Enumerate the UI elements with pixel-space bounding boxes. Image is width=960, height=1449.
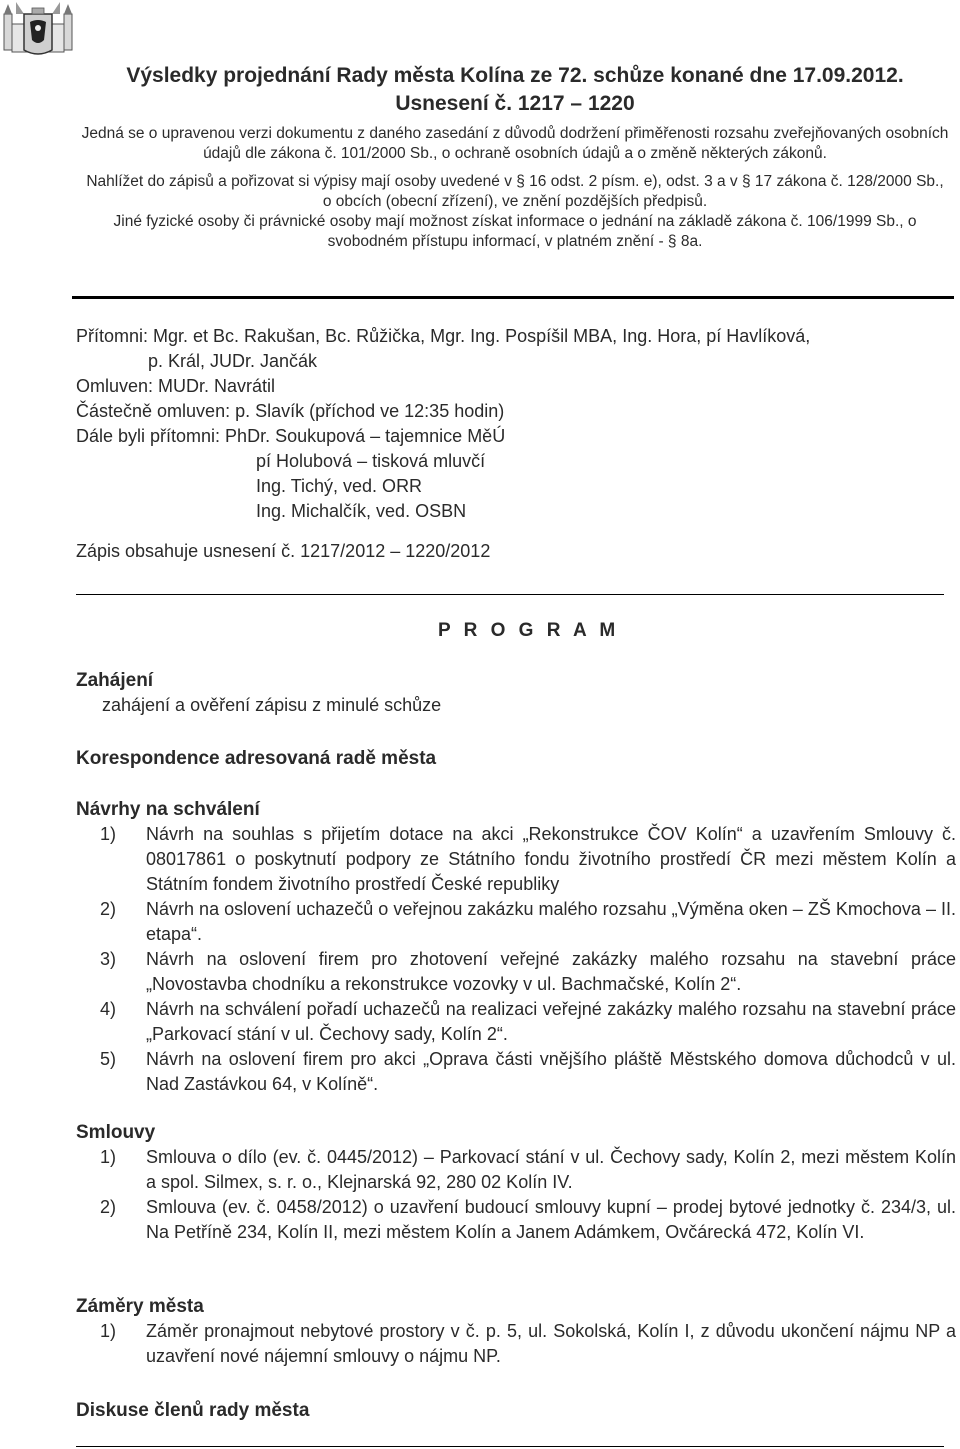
intro-paragraph-access: Nahlížet do zápisů a pořizovat si výpisy mají osoby uvedené v § 16 odst. 2 písm. e), odst. 3 a v § 17 zákona č. 128/2000 Sb., o obcích (obecní zřízení), ve znění pozdějších předpisů. [86,173,944,210]
list-item [76,1319,956,1369]
resolutions-line: Zápis obsahuje usnesení č. 1217/2012 – 1220/2012 [76,541,491,561]
list-item [76,1195,956,1245]
item-text: Návrh na schválení pořadí uchazečů na realizaci veřejné zakázky malého rozsahu na stavební práce „Parkovací stání v ul. Čechovy sady, Kolín 2“. [146,999,956,1044]
present-line-2: p. Král, JUDr. Jančák [148,351,318,371]
section-opening [76,668,956,718]
section-heading: Smlouvy [76,1122,156,1143]
also-present-line-4: Ing. Michalčík, ved. OSBN [256,501,467,521]
section-correspondence [76,746,956,771]
city-crest-logo [2,0,76,58]
also-present-line-1: Dále byli přítomni: PhDr. Soukupová – tajemnice MěÚ [76,426,506,446]
list-item [76,947,956,997]
also-present-line-3: Ing. Tichý, ved. ORR [256,476,423,496]
section-text: zahájení a ověření zápisu z minulé schůze [102,695,442,715]
list-item [76,897,956,947]
item-text: Smlouva (ev. č. 0458/2012) o uzavření budoucí smlouvy kupní – prodej bytové jednotky č. 234/3, ul. Na Petříně 234, Kolín II, mezi městem Kolín a Janem Adámkem, Ovčárecká 472, Kolín VI. [146,1197,956,1242]
section-discussion [76,1398,956,1423]
title-line-2: Usnesení č. 1217 – 1220 [395,92,635,115]
program-heading: P R O G R A M [438,620,620,641]
item-number: 2) [100,1197,117,1217]
list-item [76,1145,956,1195]
section-heading: Diskuse členů rady města [76,1400,310,1421]
title-line-1: Výsledky projednání Rady města Kolína ze 72. schůze konané dne 17.09.2012. [126,64,904,87]
item-text: Návrh na oslovení firem pro zhotovení veřejné zakázky malého rozsahu na stavební práce „Novostavba chodníku a rekonstrukce vozovky v ul. Bachmačské, Kolín 2“. [146,949,956,994]
item-text: Návrh na souhlas s přijetím dotace na akci „Rekonstrukce ČOV Kolín“ a uzavřením Smlouvy č. 08017861 o poskytnutí podpory ze Státního fondu životního prostředí ČR mezi městem Kolín a Státním fondem životního prostředí České republiky [146,824,956,894]
item-number: 1) [100,824,117,844]
intro-notice [80,124,950,260]
attendance-block [76,324,810,564]
section-heading: Návrhy na schválení [76,799,260,820]
list-item [76,1047,956,1097]
item-number: 1) [100,1147,117,1167]
footer-divider [76,1446,944,1447]
header-divider [72,296,954,299]
present-line-1: Přítomni: Mgr. et Bc. Rakušan, Bc. Růžička, Mgr. Ing. Pospíšil MBA, Ing. Hora, pí Havlíková, [76,326,811,346]
item-text: Záměr pronajmout nebytové prostory v č. p. 5, ul. Sokolská, Kolín I, z důvodu ukončení nájmu NP a uzavření nové nájemní smlouvy o nájmu NP. [146,1321,956,1366]
item-text: Smlouva o dílo (ev. č. 0445/2012) – Parkovací stání v ul. Čechovy sady, Kolín 2, mezi městem Kolín a spol. Silmex, s. r. o., Klejnarská 92, 280 02 Kolín IV. [146,1147,956,1192]
section-contracts [76,1120,956,1245]
item-number: 3) [100,949,117,969]
section-heading: Korespondence adresovaná radě města [76,748,437,769]
section-heading: Záměry města [76,1296,204,1317]
plan-list [76,1319,956,1369]
proposal-list [76,822,956,1097]
intro-paragraph-privacy: Jedná se o upravenou verzi dokumentu z daného zasedání z důvodů dodržení přiměřenosti rozsahu zveřejňovaných osobních údajů dle zákona č. 101/2000 Sb., o ochraně osobních údajů a o změně některých zákonů. [81,125,949,162]
page-title [70,62,960,118]
intro-paragraph-others: Jiné fyzické osoby či právnické osoby mají možnost získat informace o jednání na základě zákona č. 106/1999 Sb., o svobodném přístupu informací, v platném znění - § 8a. [113,213,917,250]
item-number: 2) [100,899,117,919]
partly-excused-line: Částečně omluven: p. Slavík (příchod ve 12:35 hodin) [76,401,505,421]
item-number: 4) [100,999,117,1019]
attendance-divider [76,594,944,595]
list-item [76,822,956,897]
section-plans [76,1294,956,1369]
excused-line: Omluven: MUDr. Navrátil [76,376,276,396]
list-item [76,997,956,1047]
section-heading: Zahájení [76,670,154,691]
section-proposals [76,797,956,1097]
contract-list [76,1145,956,1245]
item-number: 5) [100,1049,117,1069]
item-number: 1) [100,1321,117,1341]
item-text: Návrh na oslovení firem pro akci „Oprava části vnějšího pláště Městského domova důchodců v ul. Nad Zastávkou 64, v Kolíně“. [146,1049,956,1094]
item-text: Návrh na oslovení uchazečů o veřejnou zakázku malého rozsahu „Výměna oken – ZŠ Kmochova – II. etapa“. [146,899,956,944]
also-present-line-2: pí Holubová – tisková mluvčí [256,451,486,471]
